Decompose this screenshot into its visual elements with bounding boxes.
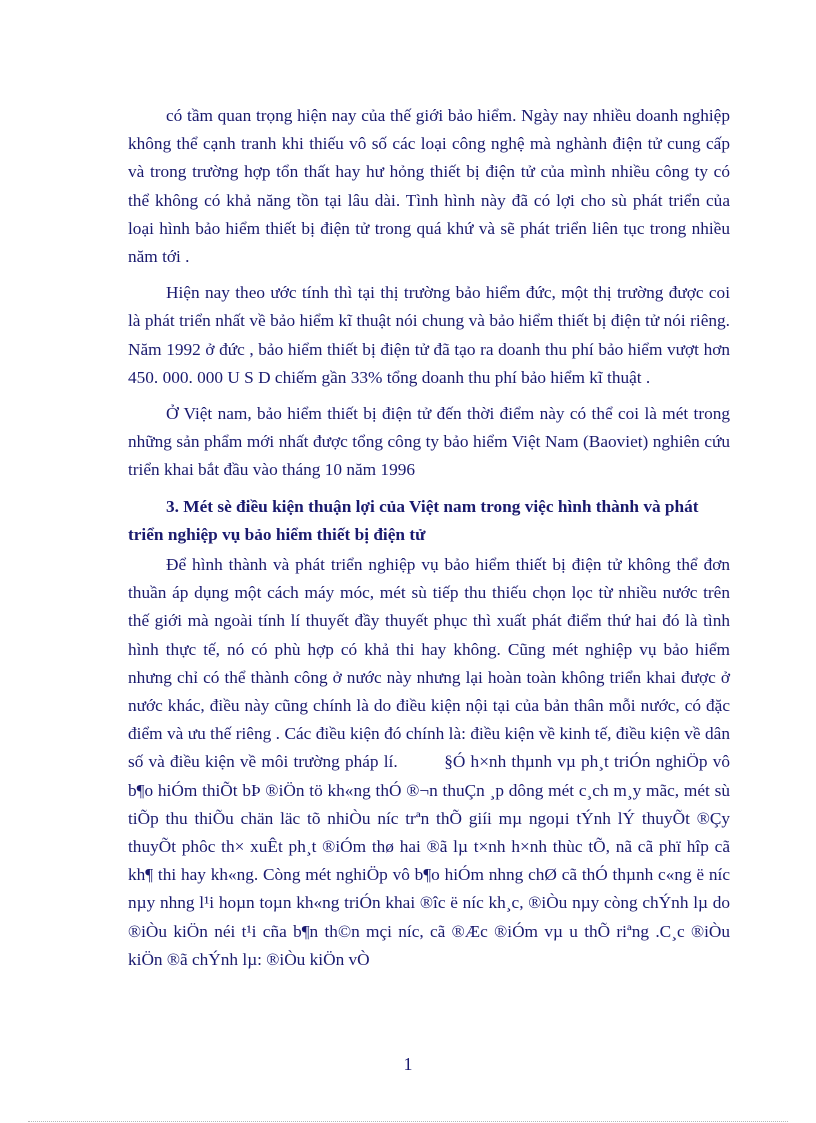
paragraph-vietnam: Ở Việt nam, bảo hiểm thiết bị điện tử đến thời điểm này có thể coi là mét trong những sản phẩm mới nhất được tổng công ty bảo hiểm Việt Nam (Baoviet) nghiên cứu triển khai bắt đầu vào tháng 10 năm 1996: [128, 404, 730, 480]
paragraph-intro: có tầm quan trọng hiện nay của thế giới bảo hiểm. Ngày nay nhiều doanh nghiệp không thể cạnh tranh khi thiếu vô số các loại công nghệ mà nghành điện tử cung cấp và trong trường hợp tổn thất hay hư hỏng thiết bị điện tử của mình nhiều công ty có thể không có khả năng tồn tại lâu dài. Tình hình này đã có lợi cho sù phát triển của loại hình bảo hiểm thiết bị điện tử trong quá khứ và sẽ phát triển liên tục trong nhiều năm tới .: [128, 106, 730, 267]
page-content: [128, 102, 730, 982]
paragraph-conditions: [128, 551, 730, 974]
footer-divider: [28, 1121, 788, 1122]
paragraph-garbled-text: §Ó h×nh thµnh vµ ph¸t triÓn nghiÖp vô b¶o hiÓm thiÕt bÞ ®iÖn tö kh«ng thÓ ®¬n thuÇn ¸p dông mét c¸ch m¸y mãc, mét sù tiÕp thu thiÕu chän läc tõ nhiÒu níc trªn thÕ giíi mµ ngoµi tÝnh lÝ thuyÕt ®Çy thuyÕt phôc th× xuÊt ph¸t ®iÓm thø hai ®ã lµ t×nh h×nh thùc tÕ, nã cã phï hîp cã kh¶ thi hay kh«ng. Còng mét nghiÖp vô b¶o hiÓm nhng chØ cã thÓ thµnh c«ng ë níc nµy nhng l¹i hoµn toµn kh«ng triÓn khai ®îc ë níc kh¸c, ®iÒu nµy còng chÝnh lµ do ®iÒu kiÖn néi t¹i cña b¶n th©n mçi níc, cã ®Æc ®iÓm vµ u thÕ riªng .C¸c ®iÒu kiÖn ®ã chÝnh lµ: ®iÒu kiÖn vÒ: [128, 752, 730, 969]
paragraph-conditions-text: Để hình thành và phát triển nghiệp vụ bảo hiểm thiết bị điện tử không thể đơn thuần áp dụng một cách máy móc, mét sù tiếp thu thiếu chọn lọc từ nhiều nước trên thế giới mà ngoài tính lí thuyết đầy thuyết phục thì xuất phát điểm thứ hai đó là tình hình thực tế, nó có phù hợp có khả thi hay không. Cũng mét nghiệp vụ bảo hiểm nhưng chỉ có thể thành công ở nước này nhưng lại hoàn toàn không triển khai được ở nước khác, điều này cũng chính là do điều kiện nội tại của bản thân mỗi nước, có đặc điểm và ưu thế riêng . Các điều kiện đó chính là: điều kiện về kinh tế, điều kiện về dân số và điều kiện về môi trường pháp lí.: [128, 555, 730, 772]
page-number: 1: [403, 1054, 413, 1074]
paragraph-germany-market: Hiện nay theo ước tính thì tại thị trường bảo hiểm đức, một thị trường được coi là phát triển nhất về bảo hiểm kĩ thuật nói chung và bảo hiểm thiết bị điện tử nói riêng. Năm 1992 ở đức , bảo hiểm thiết bị điện tử đã tạo ra doanh thu phí bảo hiểm vượt hơn 450. 000. 000 U S D chiếm gần 33% tổng doanh thu phí bảo hiểm kĩ thuật .: [128, 283, 730, 387]
section-heading: 3. Mét sè điều kiện thuận lợi của Việt nam trong việc hình thành và phát triển nghiệp vụ bảo hiểm thiết bị điện tử: [128, 496, 699, 544]
